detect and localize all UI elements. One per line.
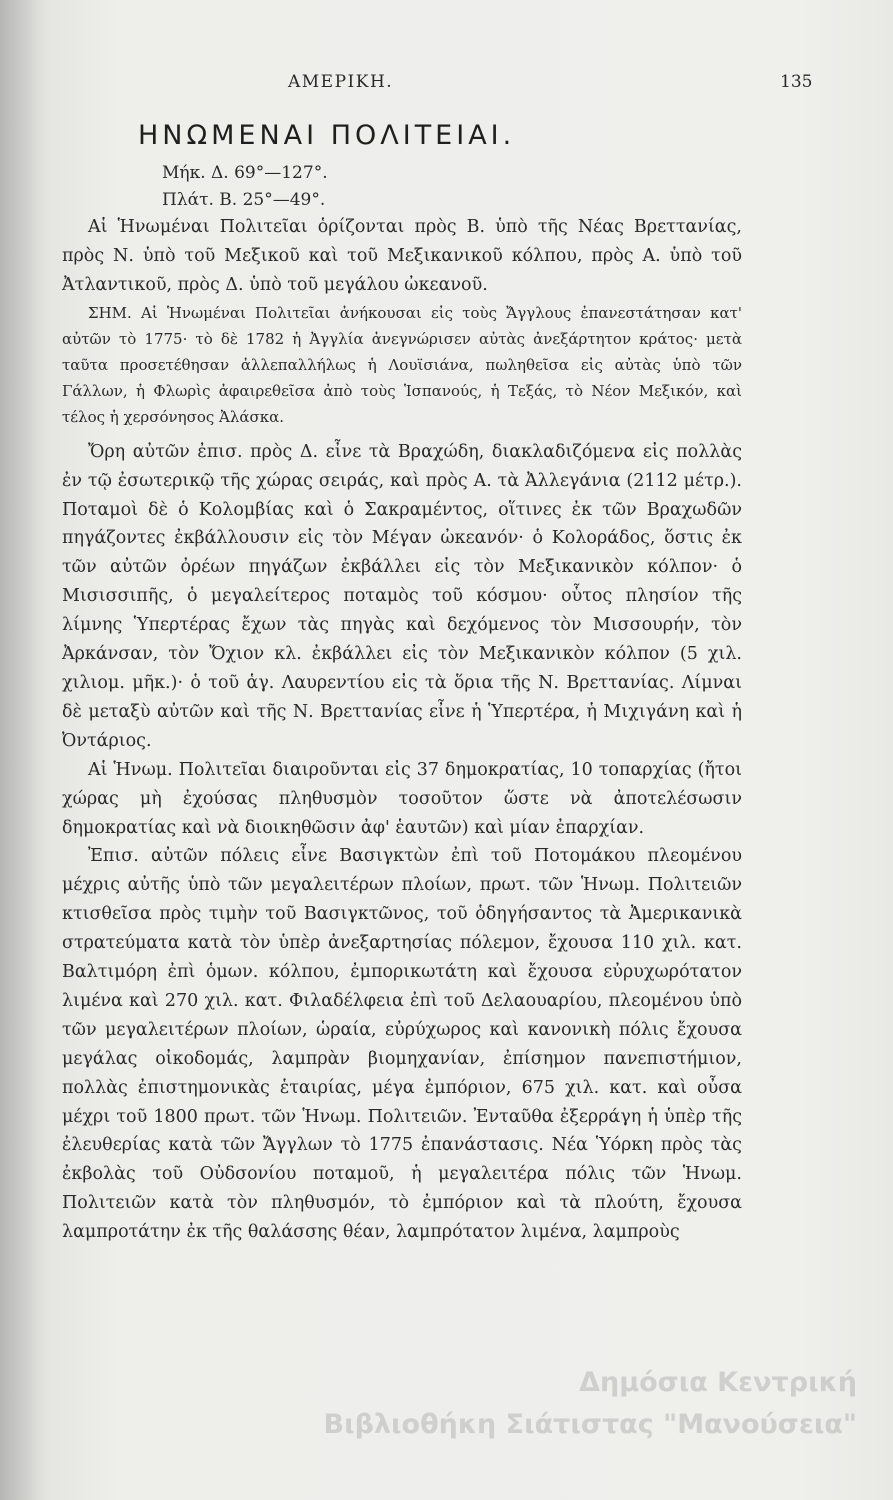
latitude-line: Πλάτ. Β. 25°—49°. <box>162 190 326 210</box>
page-gutter-shadow <box>0 0 50 1500</box>
library-watermark <box>324 1362 858 1446</box>
longitude-line: Μήκ. Δ. 69°—127°. <box>162 163 328 183</box>
paragraph-note: ΣΗΜ. Αἱ Ἡνωμέναι Πολιτεῖαι ἀνήκουσαι εἰς τοὺς Ἄγγλους ἐπανεστάτησαν κατ' αὐτῶν τὸ 1775· τὸ δὲ 1782 ἡ Ἀγγλία ἀνεγνώρισεν αὐτὰς ἀνεξάρτητον κράτος· μετὰ ταῦτα προσετέθησαν ἀλλεπαλλήλως ἡ Λουϊσιάνα, πωληθεῖσα εἰς αὐτὰς ὑπὸ τῶν Γάλλων, ἡ Φλωρὶς ἀφαιρεθεῖσα ἀπὸ τοὺς Ἱσπανούς, ἡ Τεξάς, τὸ Νέον Μεξικόν, καὶ τέλος ἡ χερσόνησος Ἀλάσκα. <box>62 303 742 426</box>
running-header <box>0 72 893 102</box>
body-text <box>62 213 742 1247</box>
page-number: 135 <box>780 72 813 92</box>
paragraph-cities: Ἐπισ. αὐτῶν πόλεις εἶνε Βασιγκτὼν ἐπὶ τοῦ Ποτομάκου πλεομένου μέχρις αὐτῆς ὑπὸ τῶν μεγαλειτέρων πλοίων, πρωτ. τῶν Ἡνωμ. Πολιτειῶν κτισθεῖσα πρὸς τιμὴν τοῦ Βασιγκτῶνος, τοῦ ὁδηγήσαντος τὰ Ἀμερικανικὰ στρατεύματα κατὰ τὸν ὑπὲρ ἀνεξαρτησίας πόλεμον, ἔχουσα 110 χιλ. κατ. Βαλτιμόρη ἐπὶ ὁμων. κόλπου, ἐμπορικωτάτη καὶ ἔχουσα εὐρυχωρότατον λιμένα καὶ 270 χιλ. κατ. Φιλαδέλφεια ἐπὶ τοῦ Δελαουαρίου, πλεομένου ὑπὸ τῶν μεγαλειτέρων πλοίων, ὡραία, εὐρύχωρος καὶ κανονικὴ πόλις ἔχουσα μεγάλας οἰκοδομάς, λαμπρὰν βιομηχανίαν, ἐπίσημον πανεπιστήμιον, πολλὰς ἐπιστημονικὰς ἑταιρίας, μέγα ἐμπόριον, 675 χιλ. κατ. καὶ οὖσα μέχρι τοῦ 1800 πρωτ. τῶν Ἡνωμ. Πολιτειῶν. Ἐνταῦθα ἐξερράγη ἡ ὑπὲρ τῆς ἐλευθερίας κατὰ τῶν Ἄγγλων τὸ 1775 ἐπανάστασις. Νέα Ὑόρκη πρὸς τὰς ἐκβολὰς τοῦ Οὐδσονίου ποταμοῦ, ἡ μεγαλειτέρα πόλις τῶν Ἡνωμ. Πολιτειῶν κατὰ τὸν πληθυσμόν, τὸ ἐμπόριον καὶ τὰ πλούτη, ἔχουσα λαμπροτάτην ἐκ τῆς θαλάσσης θέαν, λαμπρότατον λιμένα, λαμπροὺς <box>62 846 742 1243</box>
paragraph-mountains-rivers: Ὄρη αὐτῶν ἐπισ. πρὸς Δ. εἶνε τὰ Βραχώδη, διακλαδιζόμενα εἰς πολλὰς ἐν τῷ ἐσωτερικῷ τῆς χώρας σειράς, καὶ πρὸς Α. τὰ Ἀλλεγάνια (2112 μέτρ.). Ποταμοὶ δὲ ὁ Κολομβίας καὶ ὁ Σακραμέντος, οἵτινες ἐκ τῶν Βραχωδῶν πηγάζοντες ἐκβάλλουσιν εἰς τὸν Μέγαν ὠκεανόν· ὁ Κολοράδος, ὅστις ἐκ τῶν αὐτῶν ὀρέων πηγάζων ἐκβάλλει εἰς τὸν Μεξικανικὸν κόλπον· ὁ Μισισσιπῆς, ὁ μεγαλείτερος ποταμὸς τοῦ κόσμου· οὗτος πλησίον τῆς λίμνης Ὑπερτέρας ἔχων τὰς πηγὰς καὶ δεχόμενος τὸν Μισσουρήν, τὸν Ἀρκάνσαν, τὸν Ὄχιον κλ. ἐκβάλλει εἰς τὸν Μεξικανικὸν κόλπον (5 χιλ. χιλιομ. μῆκ.)· ὁ τοῦ ἁγ. Λαυρεντίου εἰς τὰ ὅρια τῆς Ν. Βρεττανίας. Λίμναι δὲ μεταξὺ αὐτῶν καὶ τῆς Ν. Βρεττανίας εἶνε ἡ Ὑπερτέρα, ἡ Μιχιγάνη καὶ ἡ Ὀντάριος. <box>62 441 742 751</box>
running-title: ΑΜΕΡΙΚΗ. <box>288 72 394 92</box>
section-title: ΗΝΩΜΕΝΑΙ ΠΟΛΙΤΕΙΑΙ. <box>138 120 516 151</box>
watermark-line-2: Βιβλιοθήκη Σιάτιστας "Μανούσεια" <box>323 1409 857 1440</box>
coordinates-block <box>162 160 328 214</box>
paragraph-divisions: Αἱ Ἡνωμ. Πολιτεῖαι διαιροῦνται εἰς 37 δημοκρατίας, 10 τοπαρχίας (ἤτοι χώρας μὴ ἐχούσας πληθυσμὸν τοσοῦτον ὥστε νὰ ἀποτελέσωσιν δημοκρατίας καὶ νὰ διοικηθῶσιν ἀφ' ἑαυτῶν) καὶ μίαν ἐπαρχίαν. <box>62 759 742 838</box>
watermark-line-1: Δημόσια Κεντρική <box>579 1367 857 1398</box>
paragraph-borders: Αἱ Ἡνωμέναι Πολιτεῖαι ὁρίζονται πρὸς Β. ὑπὸ τῆς Νέας Βρεττανίας, πρὸς Ν. ὑπὸ τοῦ Μεξικοῦ καὶ τοῦ Μεξικανικοῦ κόλπου, πρὸς Α. ὑπὸ τοῦ Ἀτλαντικοῦ, πρὸς Δ. ὑπὸ τοῦ μεγάλου ὠκεανοῦ. <box>62 217 742 295</box>
